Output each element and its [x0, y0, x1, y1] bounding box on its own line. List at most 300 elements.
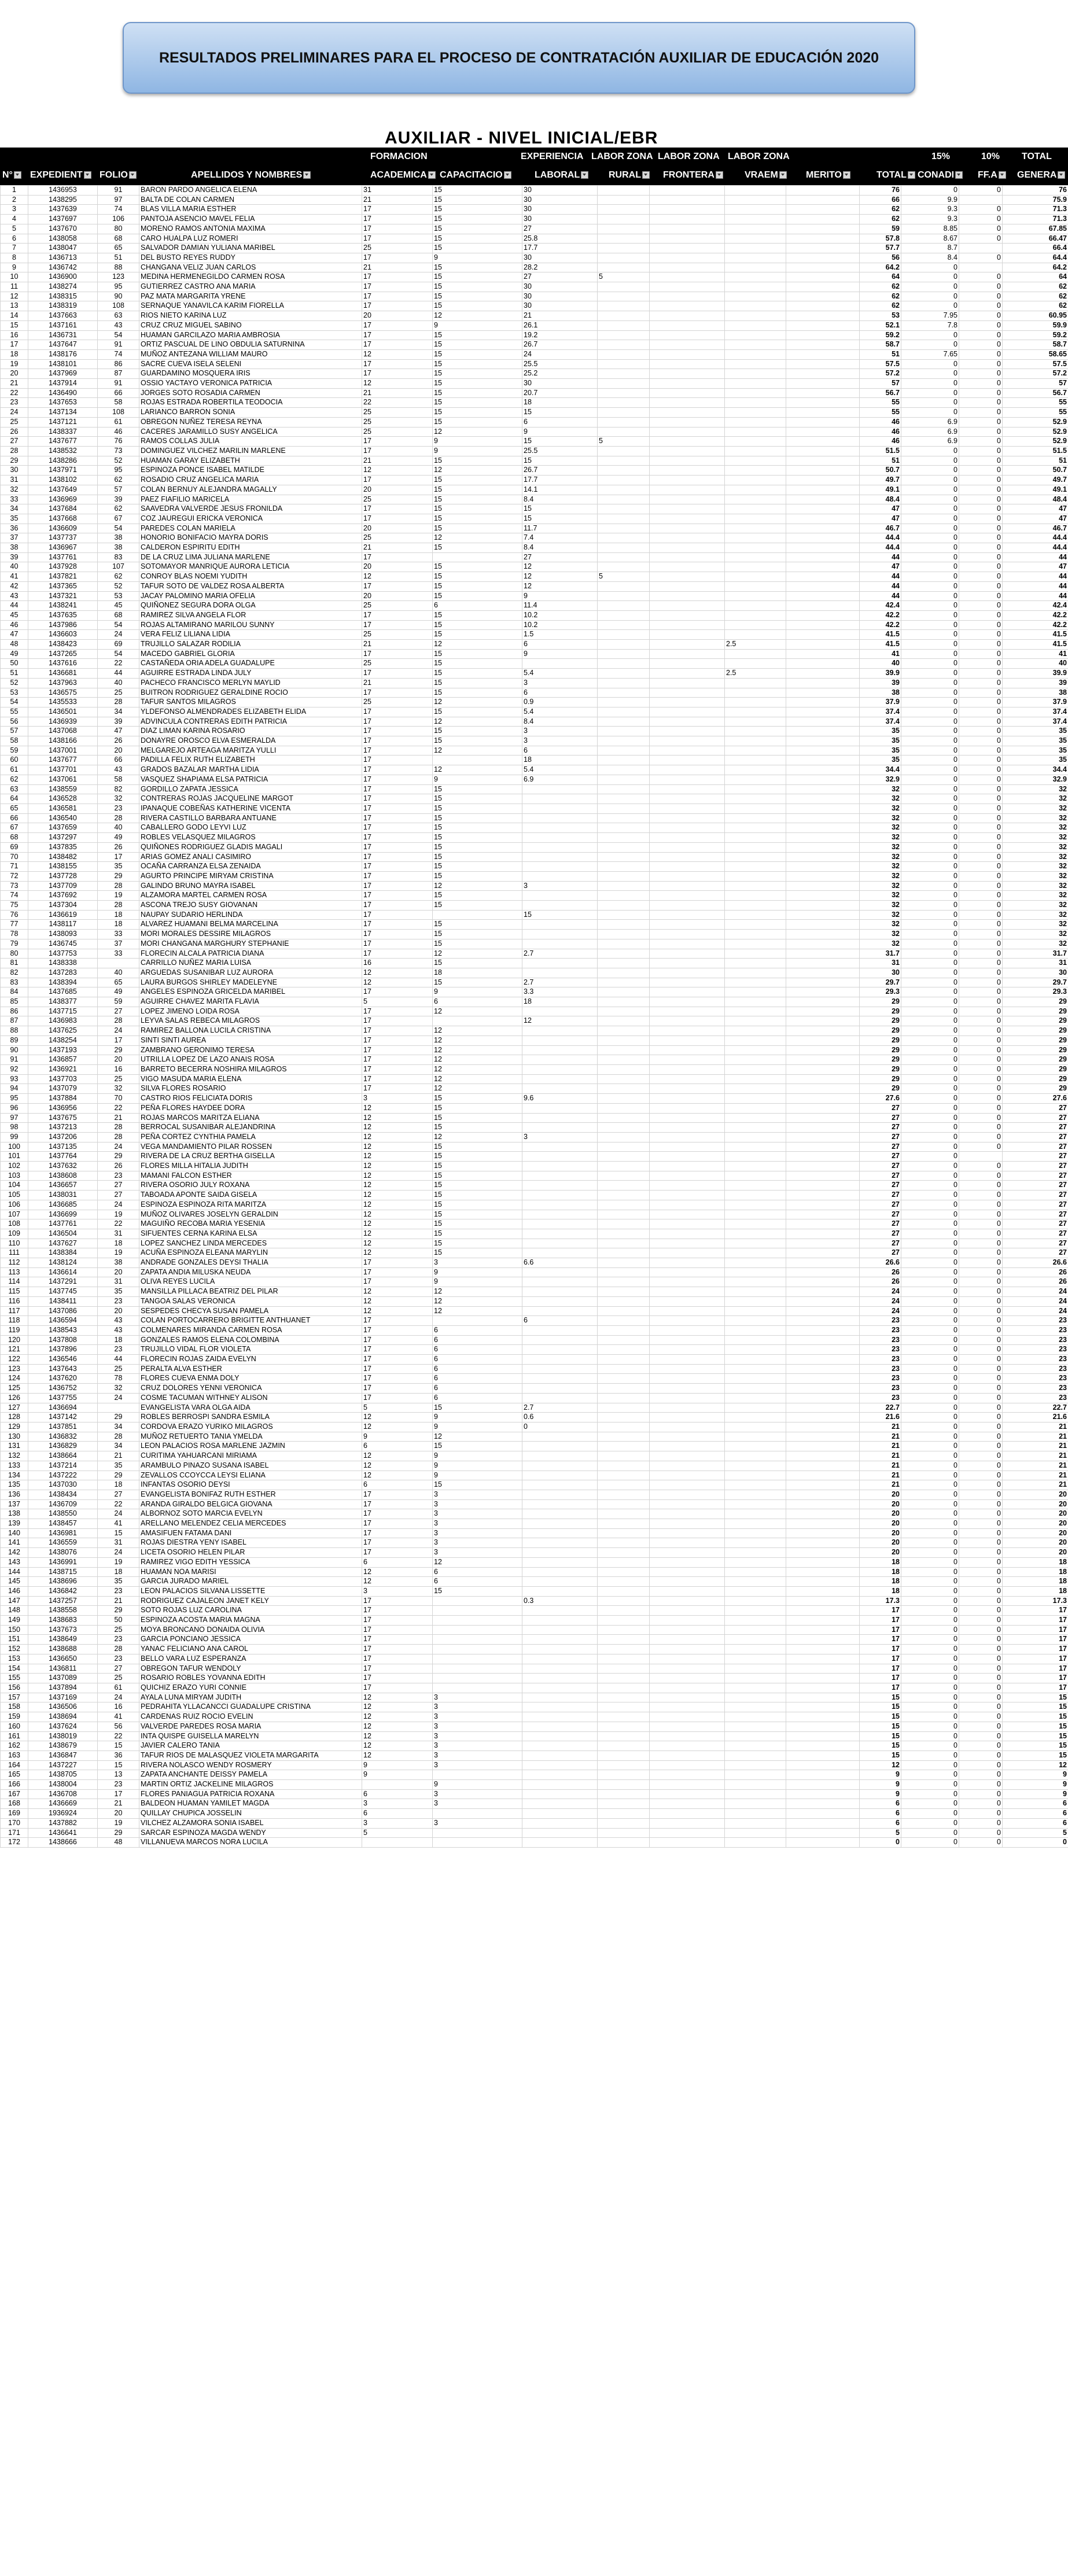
cell-nombres[interactable]: LAURA BURGOS SHIRLEY MADELEYNE — [139, 978, 362, 987]
cell-n[interactable]: 36 — [1, 524, 28, 533]
cell-n[interactable]: 32 — [1, 485, 28, 495]
cell-rural[interactable] — [598, 601, 650, 611]
cell-nombres[interactable]: MUÑOZ OLIVARES JOSELYN GERALDIN — [139, 1210, 362, 1219]
cell-merito[interactable] — [786, 1577, 860, 1587]
cell-total[interactable]: 34.4 — [860, 765, 901, 775]
cell-ffaa[interactable]: 0 — [959, 1490, 1003, 1499]
cell-ffaa[interactable]: 0 — [959, 1171, 1003, 1181]
cell-ffaa[interactable]: 0 — [959, 205, 1003, 215]
cell-capacitacion[interactable]: 15 — [433, 659, 522, 669]
cell-conadis[interactable]: 0 — [901, 1461, 959, 1471]
cell-total-general[interactable]: 20 — [1003, 1490, 1068, 1499]
cell-laboral[interactable]: 27 — [522, 224, 598, 234]
cell-n[interactable]: 50 — [1, 659, 28, 669]
cell-n[interactable]: 69 — [1, 842, 28, 852]
cell-nombres[interactable]: BERROCAL SUSANIBAR ALEJANDRINA — [139, 1123, 362, 1133]
cell-conadis[interactable]: 0 — [901, 369, 959, 379]
cell-frontera[interactable] — [650, 1258, 725, 1268]
cell-laboral[interactable] — [522, 1490, 598, 1499]
cell-academica[interactable]: 17 — [362, 688, 433, 698]
cell-conadis[interactable]: 0 — [901, 688, 959, 698]
cell-nombres[interactable]: ZEVALLOS CCOYCCA LEYSI ELIANA — [139, 1471, 362, 1480]
cell-folio[interactable]: 24 — [98, 1200, 139, 1210]
cell-academica[interactable]: 17 — [362, 669, 433, 679]
cell-nombres[interactable]: AYALA LUNA MIRYAM JUDITH — [139, 1693, 362, 1702]
cell-frontera[interactable] — [650, 379, 725, 389]
cell-merito[interactable] — [786, 1818, 860, 1828]
cell-laboral[interactable] — [522, 1654, 598, 1664]
cell-folio[interactable]: 46 — [98, 427, 139, 437]
cell-academica[interactable]: 16 — [362, 959, 433, 968]
cell-frontera[interactable] — [650, 1007, 725, 1016]
cell-vraem[interactable] — [725, 1548, 786, 1558]
cell-rural[interactable] — [598, 1162, 650, 1171]
cell-total-general[interactable]: 29 — [1003, 1035, 1068, 1045]
cell-vraem[interactable] — [725, 1451, 786, 1461]
cell-merito[interactable] — [786, 244, 860, 253]
cell-vraem[interactable] — [725, 427, 786, 437]
cell-n[interactable]: 71 — [1, 862, 28, 872]
cell-frontera[interactable] — [650, 234, 725, 244]
cell-vraem[interactable] — [725, 881, 786, 891]
cell-nombres[interactable]: ACUÑA ESPINOZA ELEANA MARYLIN — [139, 1248, 362, 1258]
cell-total-general[interactable]: 27 — [1003, 1181, 1068, 1191]
cell-merito[interactable] — [786, 263, 860, 272]
cell-capacitacion[interactable]: 15 — [433, 417, 522, 427]
cell-capacitacion[interactable]: 6 — [433, 601, 522, 611]
cell-frontera[interactable] — [650, 707, 725, 717]
cell-total[interactable]: 15 — [860, 1702, 901, 1712]
cell-capacitacion[interactable]: 15 — [433, 234, 522, 244]
cell-folio[interactable]: 41 — [98, 1712, 139, 1722]
cell-academica[interactable]: 12 — [362, 1210, 433, 1219]
cell-rural[interactable] — [598, 581, 650, 591]
cell-capacitacion[interactable] — [433, 1838, 522, 1848]
cell-vraem[interactable] — [725, 1210, 786, 1219]
cell-merito[interactable] — [786, 939, 860, 949]
cell-laboral[interactable]: 25.5 — [522, 446, 598, 456]
cell-expediente[interactable]: 1437692 — [28, 891, 98, 901]
cell-expediente[interactable]: 1437709 — [28, 881, 98, 891]
cell-total-general[interactable]: 60.95 — [1003, 311, 1068, 321]
cell-academica[interactable]: 17 — [362, 862, 433, 872]
cell-n[interactable]: 55 — [1, 707, 28, 717]
cell-merito[interactable] — [786, 901, 860, 911]
cell-total[interactable]: 15 — [860, 1750, 901, 1760]
cell-n[interactable]: 95 — [1, 1094, 28, 1104]
cell-laboral[interactable] — [522, 1693, 598, 1702]
cell-vraem[interactable] — [725, 659, 786, 669]
cell-total[interactable]: 44 — [860, 572, 901, 582]
cell-total[interactable]: 51.5 — [860, 446, 901, 456]
cell-total[interactable]: 44.4 — [860, 533, 901, 543]
cell-total-general[interactable]: 47 — [1003, 514, 1068, 524]
cell-laboral[interactable] — [522, 1432, 598, 1442]
cell-merito[interactable] — [786, 1316, 860, 1326]
cell-laboral[interactable] — [522, 1123, 598, 1133]
cell-total-general[interactable]: 47 — [1003, 562, 1068, 572]
cell-folio[interactable]: 73 — [98, 446, 139, 456]
cell-rural[interactable] — [598, 1471, 650, 1480]
cell-nombres[interactable]: AGUIRRE CHAVEZ MARITA FLAVIA — [139, 997, 362, 1007]
cell-total-general[interactable]: 44 — [1003, 581, 1068, 591]
cell-rural[interactable] — [598, 1712, 650, 1722]
cell-expediente[interactable]: 1436991 — [28, 1557, 98, 1567]
cell-n[interactable]: 54 — [1, 698, 28, 707]
cell-frontera[interactable] — [650, 1693, 725, 1702]
cell-rural[interactable] — [598, 359, 650, 369]
cell-laboral[interactable] — [522, 784, 598, 794]
cell-capacitacion[interactable]: 9 — [433, 320, 522, 330]
cell-ffaa[interactable]: 0 — [959, 552, 1003, 562]
cell-total[interactable]: 27 — [860, 1113, 901, 1123]
cell-rural[interactable] — [598, 1064, 650, 1074]
cell-ffaa[interactable]: 0 — [959, 1200, 1003, 1210]
cell-rural[interactable] — [598, 1258, 650, 1268]
cell-expediente[interactable]: 1437715 — [28, 1007, 98, 1016]
cell-total[interactable]: 17 — [860, 1635, 901, 1645]
cell-academica[interactable]: 3 — [362, 1586, 433, 1596]
cell-conadis[interactable]: 0 — [901, 1055, 959, 1065]
cell-expediente[interactable]: 1436681 — [28, 669, 98, 679]
cell-conadis[interactable]: 0 — [901, 1799, 959, 1809]
cell-n[interactable]: 107 — [1, 1210, 28, 1219]
cell-merito[interactable] — [786, 1084, 860, 1094]
cell-rural[interactable] — [598, 794, 650, 804]
cell-total-general[interactable]: 50.7 — [1003, 466, 1068, 476]
cell-nombres[interactable]: GUARDAMINO MOSQUERA IRIS — [139, 369, 362, 379]
cell-merito[interactable] — [786, 340, 860, 350]
cell-n[interactable]: 136 — [1, 1490, 28, 1499]
cell-n[interactable]: 4 — [1, 215, 28, 224]
cell-total[interactable]: 46 — [860, 417, 901, 427]
cell-capacitacion[interactable]: 12 — [433, 1055, 522, 1065]
cell-total[interactable]: 29 — [860, 1055, 901, 1065]
cell-total[interactable]: 62 — [860, 301, 901, 311]
cell-frontera[interactable] — [650, 1606, 725, 1616]
cell-conadis[interactable]: 0 — [901, 862, 959, 872]
cell-vraem[interactable] — [725, 1403, 786, 1413]
cell-academica[interactable]: 17 — [362, 833, 433, 843]
cell-capacitacion[interactable]: 15 — [433, 1239, 522, 1248]
cell-total-general[interactable]: 75.9 — [1003, 195, 1068, 205]
cell-nombres[interactable]: BALTA DE COLAN CARMEN — [139, 195, 362, 205]
cell-expediente[interactable]: 1436609 — [28, 524, 98, 533]
cell-nombres[interactable]: ARELLANO MELENDEZ CELIA MERCEDES — [139, 1519, 362, 1529]
cell-academica[interactable]: 12 — [362, 978, 433, 987]
cell-total-general[interactable]: 42.4 — [1003, 601, 1068, 611]
cell-conadis[interactable]: 6.9 — [901, 417, 959, 427]
cell-academica[interactable]: 17 — [362, 1345, 433, 1355]
cell-ffaa[interactable]: 0 — [959, 253, 1003, 263]
cell-rural[interactable] — [598, 1509, 650, 1519]
cell-academica[interactable]: 17 — [362, 717, 433, 727]
cell-academica[interactable]: 17 — [362, 514, 433, 524]
cell-capacitacion[interactable] — [433, 1770, 522, 1780]
cell-nombres[interactable]: VEGA MANDAMIENTO PILAR ROSSEN — [139, 1142, 362, 1152]
cell-nombres[interactable]: OCAÑA CARRANZA ELSA ZENAIDA — [139, 862, 362, 872]
cell-laboral[interactable] — [522, 1219, 598, 1229]
cell-laboral[interactable]: 0.3 — [522, 1596, 598, 1606]
cell-academica[interactable]: 12 — [362, 1702, 433, 1712]
cell-vraem[interactable] — [725, 1074, 786, 1084]
cell-frontera[interactable] — [650, 330, 725, 340]
cell-expediente[interactable]: 1438004 — [28, 1780, 98, 1790]
cell-folio[interactable]: 21 — [98, 1799, 139, 1809]
cell-academica[interactable]: 17 — [362, 437, 433, 447]
cell-ffaa[interactable]: 0 — [959, 311, 1003, 321]
cell-nombres[interactable]: DOMINGUEZ VILCHEZ MARILIN MARLENE — [139, 446, 362, 456]
cell-frontera[interactable] — [650, 1403, 725, 1413]
cell-vraem[interactable] — [725, 234, 786, 244]
cell-total-general[interactable]: 20 — [1003, 1509, 1068, 1519]
cell-merito[interactable] — [786, 775, 860, 784]
cell-rural[interactable] — [598, 852, 650, 862]
cell-folio[interactable]: 28 — [98, 1645, 139, 1654]
cell-total-general[interactable]: 32 — [1003, 842, 1068, 852]
cell-capacitacion[interactable]: 15 — [433, 292, 522, 301]
cell-nombres[interactable]: VALVERDE PAREDES ROSA MARIA — [139, 1722, 362, 1731]
cell-total[interactable]: 5 — [860, 1828, 901, 1838]
cell-laboral[interactable]: 30 — [522, 282, 598, 292]
cell-laboral[interactable] — [522, 1007, 598, 1016]
cell-nombres[interactable]: RAMOS COLLAS JULIA — [139, 437, 362, 447]
cell-n[interactable]: 141 — [1, 1538, 28, 1548]
cell-merito[interactable] — [786, 1210, 860, 1219]
cell-total-general[interactable]: 29.3 — [1003, 987, 1068, 997]
cell-ffaa[interactable]: 0 — [959, 1519, 1003, 1529]
cell-expediente[interactable]: 1437643 — [28, 1364, 98, 1374]
cell-conadis[interactable]: 0 — [901, 1355, 959, 1365]
cell-rural[interactable] — [598, 1374, 650, 1384]
cell-ffaa[interactable]: 0 — [959, 1393, 1003, 1403]
cell-academica[interactable]: 17 — [362, 282, 433, 292]
cell-capacitacion[interactable]: 9 — [433, 1471, 522, 1480]
cell-total-general[interactable]: 64 — [1003, 272, 1068, 282]
cell-academica[interactable]: 17 — [362, 1007, 433, 1016]
cell-conadis[interactable]: 0 — [901, 1674, 959, 1683]
cell-rural[interactable] — [598, 1035, 650, 1045]
cell-academica[interactable]: 25 — [362, 417, 433, 427]
cell-merito[interactable] — [786, 1181, 860, 1191]
cell-folio[interactable]: 25 — [98, 1364, 139, 1374]
cell-vraem[interactable] — [725, 1248, 786, 1258]
cell-merito[interactable] — [786, 330, 860, 340]
cell-capacitacion[interactable] — [433, 1654, 522, 1664]
cell-folio[interactable]: 28 — [98, 901, 139, 911]
cell-total-general[interactable]: 17 — [1003, 1645, 1068, 1654]
cell-laboral[interactable]: 30 — [522, 301, 598, 311]
cell-rural[interactable] — [598, 1229, 650, 1239]
cell-vraem[interactable] — [725, 1325, 786, 1335]
cell-merito[interactable] — [786, 1731, 860, 1741]
cell-n[interactable]: 162 — [1, 1741, 28, 1751]
cell-academica[interactable]: 17 — [362, 292, 433, 301]
cell-folio[interactable]: 76 — [98, 437, 139, 447]
cell-vraem[interactable] — [725, 920, 786, 930]
cell-total[interactable]: 27 — [860, 1219, 901, 1229]
cell-frontera[interactable] — [650, 930, 725, 939]
cell-frontera[interactable] — [650, 1296, 725, 1306]
cell-expediente[interactable]: 1436540 — [28, 813, 98, 823]
cell-vraem[interactable] — [725, 1132, 786, 1142]
cell-folio[interactable]: 26 — [98, 842, 139, 852]
cell-n[interactable]: 5 — [1, 224, 28, 234]
cell-folio[interactable]: 40 — [98, 678, 139, 688]
cell-nombres[interactable]: PADILLA FELIX RUTH ELIZABETH — [139, 756, 362, 765]
cell-total[interactable]: 23 — [860, 1316, 901, 1326]
cell-folio[interactable]: 23 — [98, 1654, 139, 1664]
cell-total-general[interactable]: 17 — [1003, 1683, 1068, 1693]
cell-ffaa[interactable]: 0 — [959, 1384, 1003, 1394]
cell-total[interactable]: 17 — [860, 1683, 901, 1693]
cell-expediente[interactable]: 1437808 — [28, 1335, 98, 1345]
cell-academica[interactable]: 17 — [362, 649, 433, 659]
cell-nombres[interactable]: RIVERA NOLASCO WENDY ROSMERY — [139, 1760, 362, 1770]
cell-nombres[interactable]: ANGELES ESPINOZA GRICELDA MARIBEL — [139, 987, 362, 997]
cell-frontera[interactable] — [650, 794, 725, 804]
cell-total[interactable]: 55 — [860, 408, 901, 418]
cell-frontera[interactable] — [650, 852, 725, 862]
cell-expediente[interactable]: 1437673 — [28, 1625, 98, 1635]
cell-conadis[interactable]: 0 — [901, 978, 959, 987]
cell-rural[interactable] — [598, 466, 650, 476]
cell-nombres[interactable]: GALINDO BRUNO MAYRA ISABEL — [139, 881, 362, 891]
cell-nombres[interactable]: GONZALES RAMOS ELENA COLOMBINA — [139, 1335, 362, 1345]
cell-total-general[interactable]: 23 — [1003, 1364, 1068, 1374]
cell-frontera[interactable] — [650, 1055, 725, 1065]
cell-total-general[interactable]: 21 — [1003, 1442, 1068, 1451]
cell-frontera[interactable] — [650, 833, 725, 843]
cell-nombres[interactable]: ROJAS MARCOS MARITZA ELIANA — [139, 1113, 362, 1123]
cell-frontera[interactable] — [650, 1094, 725, 1104]
cell-conadis[interactable]: 0 — [901, 1422, 959, 1432]
cell-frontera[interactable] — [650, 1770, 725, 1780]
cell-ffaa[interactable]: 0 — [959, 562, 1003, 572]
cell-vraem[interactable] — [725, 901, 786, 911]
cell-ffaa[interactable]: 0 — [959, 398, 1003, 408]
cell-frontera[interactable] — [650, 1132, 725, 1142]
cell-conadis[interactable]: 0 — [901, 1557, 959, 1567]
cell-capacitacion[interactable]: 15 — [433, 572, 522, 582]
cell-conadis[interactable]: 0 — [901, 1103, 959, 1113]
cell-frontera[interactable] — [650, 1557, 725, 1567]
cell-frontera[interactable] — [650, 417, 725, 427]
cell-ffaa[interactable]: 0 — [959, 282, 1003, 292]
cell-capacitacion[interactable]: 15 — [433, 205, 522, 215]
cell-merito[interactable] — [786, 1035, 860, 1045]
cell-expediente[interactable]: 1437761 — [28, 1219, 98, 1229]
cell-total[interactable]: 57.8 — [860, 234, 901, 244]
cell-vraem[interactable] — [725, 1171, 786, 1181]
cell-merito[interactable] — [786, 842, 860, 852]
cell-rural[interactable] — [598, 1596, 650, 1606]
cell-laboral[interactable]: 7.4 — [522, 533, 598, 543]
cell-laboral[interactable] — [522, 1509, 598, 1519]
cell-rural[interactable] — [598, 1645, 650, 1654]
cell-capacitacion[interactable]: 15 — [433, 349, 522, 359]
cell-nombres[interactable]: BELLO VARA LUZ ESPERANZA — [139, 1654, 362, 1664]
cell-frontera[interactable] — [650, 1480, 725, 1490]
cell-frontera[interactable] — [650, 1799, 725, 1809]
cell-n[interactable]: 151 — [1, 1635, 28, 1645]
cell-merito[interactable] — [786, 1538, 860, 1548]
cell-ffaa[interactable]: 0 — [959, 765, 1003, 775]
filter-dropdown-icon[interactable] — [303, 171, 311, 179]
cell-capacitacion[interactable]: 15 — [433, 301, 522, 311]
cell-total[interactable]: 18 — [860, 1557, 901, 1567]
cell-capacitacion[interactable]: 15 — [433, 1152, 522, 1162]
cell-folio[interactable]: 27 — [98, 1007, 139, 1016]
cell-rural[interactable] — [598, 408, 650, 418]
cell-vraem[interactable] — [725, 504, 786, 514]
cell-rural[interactable] — [598, 813, 650, 823]
cell-expediente[interactable]: 1436967 — [28, 543, 98, 553]
cell-expediente[interactable]: 1436981 — [28, 1528, 98, 1538]
cell-conadis[interactable]: 0 — [901, 1345, 959, 1355]
cell-n[interactable]: 118 — [1, 1316, 28, 1326]
cell-n[interactable]: 73 — [1, 881, 28, 891]
cell-nombres[interactable]: CACERES JARAMILLO SUSY ANGELICA — [139, 427, 362, 437]
cell-total[interactable]: 29 — [860, 1084, 901, 1094]
cell-conadis[interactable]: 0 — [901, 408, 959, 418]
cell-expediente[interactable]: 1437851 — [28, 1422, 98, 1432]
cell-laboral[interactable]: 9 — [522, 427, 598, 437]
cell-nombres[interactable]: CASTRO RIOS FELICIATA DORIS — [139, 1094, 362, 1104]
cell-nombres[interactable]: CONTRERAS ROJAS JACQUELINE MARGOT — [139, 794, 362, 804]
cell-nombres[interactable]: MORI CHANGANA MARGHURY STEPHANIE — [139, 939, 362, 949]
cell-rural[interactable] — [598, 244, 650, 253]
cell-conadis[interactable]: 0 — [901, 581, 959, 591]
cell-rural[interactable] — [598, 1296, 650, 1306]
cell-merito[interactable] — [786, 1596, 860, 1606]
cell-folio[interactable]: 20 — [98, 1267, 139, 1277]
cell-academica[interactable]: 17 — [362, 1258, 433, 1268]
cell-total-general[interactable]: 6 — [1003, 1809, 1068, 1819]
cell-total[interactable]: 12 — [860, 1760, 901, 1770]
cell-capacitacion[interactable]: 9 — [433, 1413, 522, 1422]
cell-academica[interactable]: 17 — [362, 707, 433, 717]
cell-capacitacion[interactable]: 15 — [433, 272, 522, 282]
cell-nombres[interactable]: ZAMBRANO GERONIMO TERESA — [139, 1045, 362, 1055]
cell-laboral[interactable] — [522, 1616, 598, 1626]
cell-academica[interactable]: 17 — [362, 1654, 433, 1664]
cell-expediente[interactable]: 1436694 — [28, 1403, 98, 1413]
cell-frontera[interactable] — [650, 910, 725, 920]
cell-total[interactable]: 27 — [860, 1132, 901, 1142]
cell-vraem[interactable] — [725, 1191, 786, 1200]
cell-capacitacion[interactable]: 15 — [433, 688, 522, 698]
cell-ffaa[interactable]: 0 — [959, 1799, 1003, 1809]
cell-laboral[interactable]: 30 — [522, 205, 598, 215]
cell-merito[interactable] — [786, 688, 860, 698]
cell-merito[interactable] — [786, 1606, 860, 1616]
cell-laboral[interactable] — [522, 901, 598, 911]
cell-expediente[interactable]: 1436490 — [28, 388, 98, 398]
cell-vraem[interactable] — [725, 601, 786, 611]
cell-nombres[interactable]: ALBORNOZ SOTO MARCIA EVELYN — [139, 1509, 362, 1519]
cell-total[interactable]: 15 — [860, 1731, 901, 1741]
cell-frontera[interactable] — [650, 466, 725, 476]
cell-laboral[interactable]: 3 — [522, 678, 598, 688]
cell-ffaa[interactable]: 0 — [959, 804, 1003, 814]
cell-folio[interactable]: 86 — [98, 359, 139, 369]
cell-ffaa[interactable]: 0 — [959, 1239, 1003, 1248]
cell-rural[interactable] — [598, 1616, 650, 1626]
cell-total[interactable]: 27 — [860, 1191, 901, 1200]
cell-expediente[interactable]: 1438411 — [28, 1296, 98, 1306]
cell-folio[interactable]: 19 — [98, 1248, 139, 1258]
